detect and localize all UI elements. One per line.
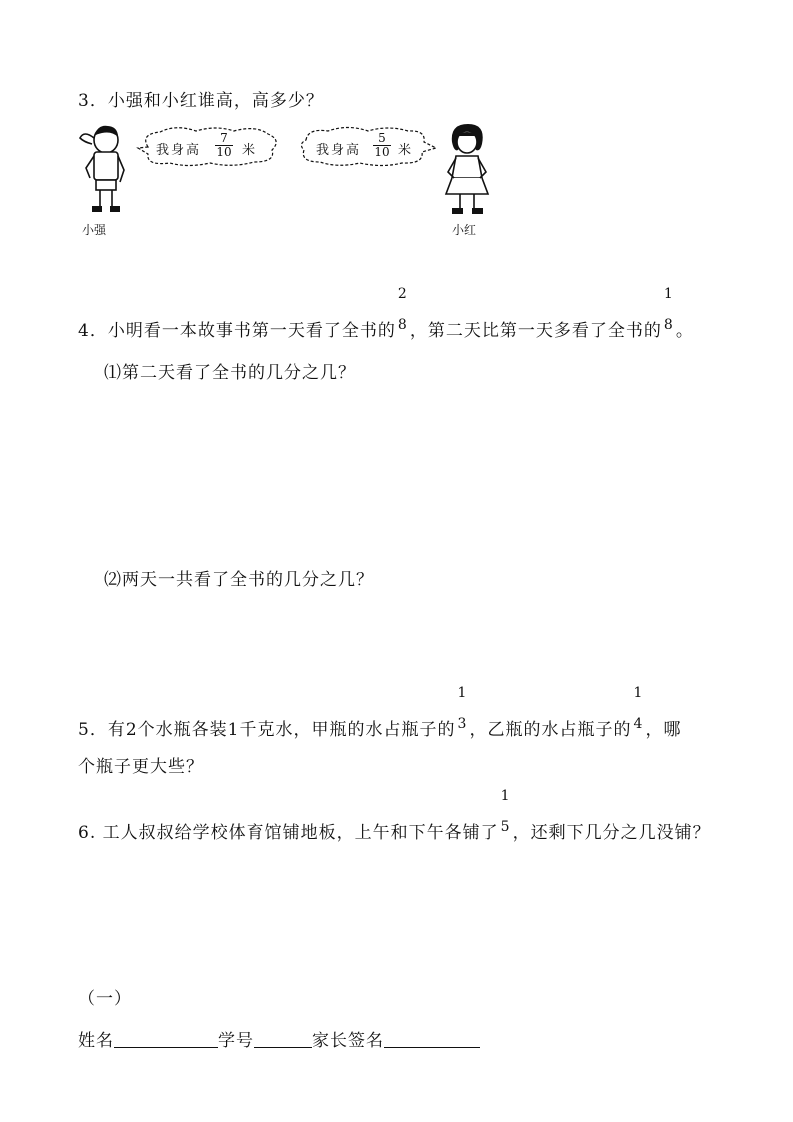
question-4-sub-2: ⑵两天一共看了全书的几分之几？: [104, 570, 374, 590]
q4-text-part2: ，第二天比第一天多看了全书的: [409, 321, 662, 341]
parent-signature-label: 家长签名: [312, 1031, 384, 1051]
girl-speech-bubble: [298, 126, 438, 168]
girl-height-denominator: 10: [374, 145, 390, 159]
section-label: （一）: [78, 989, 132, 1009]
q5-fraction-1-denominator: 3: [457, 716, 468, 732]
student-info-line: [78, 1026, 480, 1051]
question-6-text: [78, 788, 711, 843]
boy-name-caption: 小强: [82, 223, 107, 237]
q5-fraction-2: [631, 685, 645, 735]
q4-fraction-1-denominator: 8: [397, 317, 408, 333]
q5-fraction-2-numerator: 1: [633, 685, 644, 701]
q5-text-part2: ，乙瓶的水占瓶子的: [469, 720, 632, 740]
question-3-text: 3．小强和小红谁高，高多少？: [78, 91, 324, 111]
girl-bubble-unit: 米: [398, 143, 414, 158]
boy-bubble-prefix: 我身高: [156, 143, 202, 158]
student-id-label: 学号: [218, 1031, 254, 1051]
q4-fraction-2-numerator: 1: [663, 286, 674, 302]
question-4-sub-1: ⑴第二天看了全书的几分之几？: [104, 363, 356, 383]
parent-signature-blank[interactable]: [384, 1031, 480, 1048]
girl-illustration: [442, 122, 492, 218]
q5-fraction-1: [455, 685, 469, 735]
q6-fraction: [499, 788, 513, 838]
q5-text-part1: 5．有2个水瓶各装1千克水，甲瓶的水占瓶子的: [78, 720, 456, 740]
q6-text-part2: ，还剩下几分之几没铺？: [512, 823, 711, 843]
q4-text-part1: 4．小明看一本故事书第一天看了全书的: [78, 321, 396, 341]
girl-height-numerator: 5: [378, 131, 386, 145]
student-id-blank[interactable]: [254, 1031, 312, 1048]
name-label: 姓名: [78, 1031, 114, 1051]
question-4-text: [78, 286, 694, 341]
boy-bubble-unit: 米: [242, 143, 258, 158]
boy-height-fraction: [214, 132, 234, 159]
boy-illustration: [76, 122, 128, 218]
q4-fraction-1: [396, 286, 410, 336]
q4-fraction-2-denominator: 8: [663, 317, 674, 333]
q4-fraction-1-numerator: 2: [397, 286, 408, 302]
name-blank[interactable]: [114, 1031, 218, 1048]
girl-name-caption: 小红: [452, 223, 477, 237]
q4-fraction-2: [662, 286, 676, 336]
q5-fraction-1-numerator: 1: [457, 685, 468, 701]
q5-fraction-2-denominator: 4: [633, 716, 644, 732]
girl-height-fraction: [372, 132, 392, 159]
q6-fraction-denominator: 5: [500, 819, 511, 835]
girl-bubble-prefix: 我身高: [316, 143, 362, 158]
q6-text-part1: 6. 工人叔叔给学校体育馆铺地板，上午和下午各铺了: [78, 823, 499, 843]
q4-text-part3: 。: [675, 321, 694, 341]
boy-speech-bubble: [136, 126, 280, 168]
question-5-text: [78, 685, 682, 740]
boy-height-numerator: 7: [220, 131, 228, 145]
q5-text-part3: ，哪: [645, 720, 682, 740]
question-5-line-2: 个瓶子更大些？: [78, 757, 204, 777]
boy-height-denominator: 10: [216, 145, 232, 159]
q6-fraction-numerator: 1: [500, 788, 511, 804]
